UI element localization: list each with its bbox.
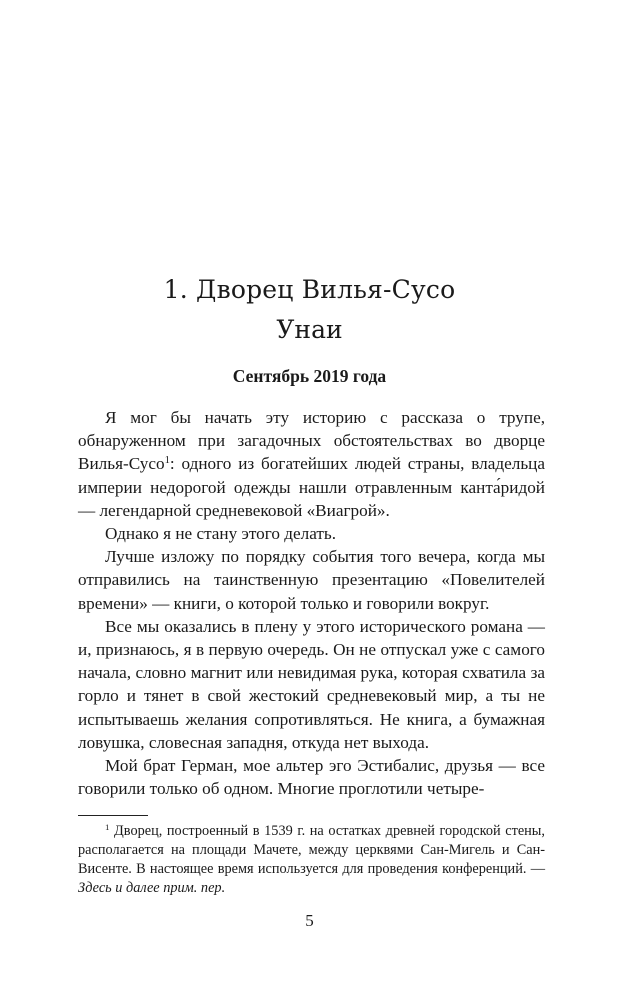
footnote-marker: 1 [105, 822, 110, 833]
paragraph-1 [78, 406, 545, 522]
footnote-text: Дворец, построенный в 1539 г. на остатках древней городской стены, располагается на площади Мачете, между церквями Сан-Мигель и Сан-Висенте. В настоящее время используется для проведения конференций. — [78, 823, 545, 877]
paragraph-1-end: : одного из богатейших людей страны, владельца империи недорогой одежды нашли отравленным канта́ридой — легендарной средневековой «Виагрой». [78, 454, 545, 520]
paragraph-5: Мой брат Герман, мое альтер эго Эстибалис, друзья — все говорили только об одном. Многие проглотили четыре- [78, 756, 545, 799]
paragraph-4: Все мы оказались в плену у этого исторического романа — и, признаюсь, я в первую очередь. Он не отпускал уже с самого начала, словно магнит или невидимая рука, которая схватила за горло и тянет в свой жестокий средневековый мир, а ты не испытываешь желания сопротивляться. Не книга, а бумажная ловушка, словесная западня, откуда нет выхода. [78, 616, 545, 752]
page-number: 5 [305, 911, 314, 930]
footnote [78, 822, 545, 898]
paragraph-2: Однако я не стану этого делать. [105, 524, 337, 544]
footnote-translator-note: Здесь и далее прим. пер. [78, 880, 226, 896]
chapter-title: 1. Дворец Вилья-Сусо [163, 275, 456, 304]
chapter-subtitle: Унаи [276, 315, 343, 344]
footnote-reference: 1 [164, 455, 170, 467]
footnote-divider [78, 815, 148, 816]
paragraph-1-start: Я мог бы начать эту историю с рассказа о трупе, обнаруженном при загадочных обстоятельствах во дворце Вилья-Сусо [78, 408, 545, 474]
paragraph-3: Лучше изложу по порядку события того вечера, когда мы отправились на таинственную презентацию «Повелителей времени» — книги, о которой только и говорили вокруг. [78, 547, 545, 613]
section-date: Сентябрь 2019 года [232, 366, 387, 386]
body-text [78, 406, 545, 800]
